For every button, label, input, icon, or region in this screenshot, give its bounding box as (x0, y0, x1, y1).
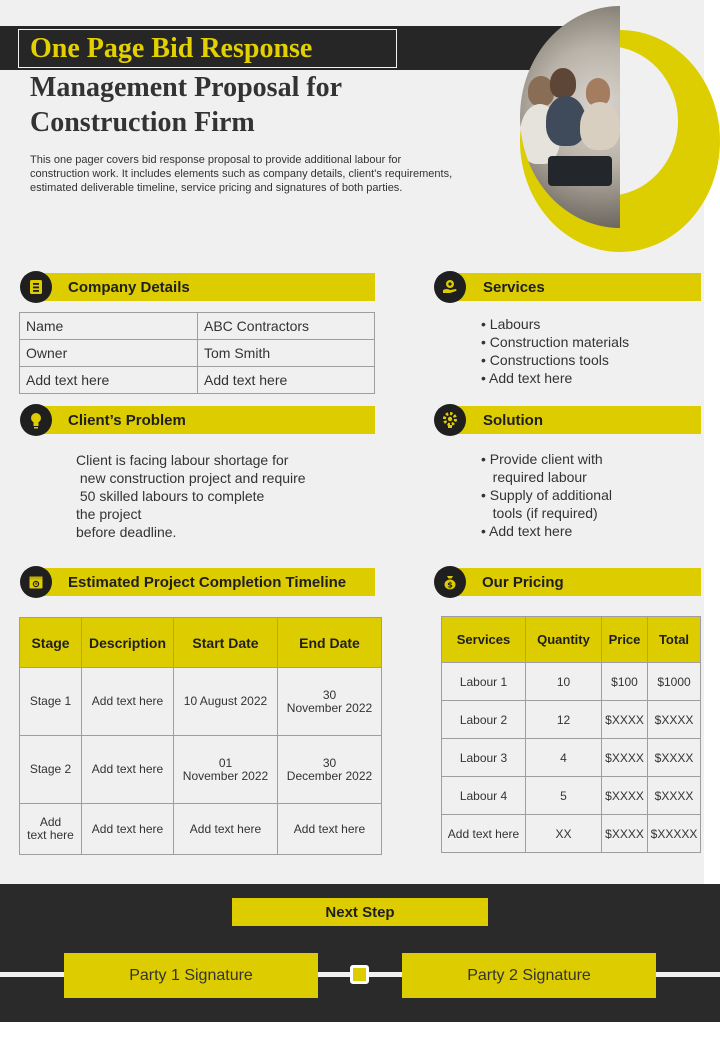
table-row (20, 313, 375, 340)
table-cell: $XXXX (648, 739, 701, 777)
hand-gear-icon (434, 271, 466, 303)
table-cell: 10 August 2022 (174, 668, 278, 736)
table-cell: Add text here (20, 804, 82, 855)
table-row (442, 739, 701, 777)
table-row (20, 367, 375, 394)
column-header: Start Date (174, 618, 278, 668)
column-header: Quantity (526, 617, 602, 663)
table-cell: ABC Contractors (198, 313, 375, 340)
timeline-table (19, 617, 382, 855)
company-details-table (19, 312, 375, 394)
table-cell: Labour 1 (442, 663, 526, 701)
column-header: Price (602, 617, 648, 663)
list-item: • Labours (481, 316, 541, 332)
table-cell: 10 (526, 663, 602, 701)
table-cell: $1000 (648, 663, 701, 701)
table-cell: Name (20, 313, 198, 340)
company-details-title: Company Details (68, 279, 190, 296)
table-cell: Tom Smith (198, 340, 375, 367)
table-cell: $XXXX (602, 777, 648, 815)
table-cell: Add text here (174, 804, 278, 855)
column-header: Description (82, 618, 174, 668)
table-row (442, 815, 701, 853)
services-title: Services (483, 279, 545, 296)
list-item: • Add text here (481, 523, 573, 539)
table-cell: $XXXX (602, 701, 648, 739)
solution-title: Solution (483, 412, 543, 429)
calendar-icon (20, 566, 52, 598)
table-cell: 12 (526, 701, 602, 739)
table-cell: XX (526, 815, 602, 853)
table-cell: 4 (526, 739, 602, 777)
table-row (20, 804, 382, 855)
list-item: • Construction materials (481, 334, 630, 350)
table-row (20, 668, 382, 736)
clients-problem-title: Client’s Problem (68, 412, 186, 429)
intro-paragraph: This one pager covers bid response proposal to provide additional labour for construction work. It includes elements such as company details, client's requirements, estimated deliverable timeline, service pricing and signatures of both parties. (30, 154, 453, 194)
lightbulb-icon (20, 404, 52, 436)
column-header: End Date (278, 618, 382, 668)
list-item: required labour (481, 469, 587, 485)
column-header: Services (442, 617, 526, 663)
list-item: • Provide client with (481, 451, 603, 467)
services-list (481, 315, 629, 387)
money-bag-icon (434, 566, 466, 598)
page-title-line1: One Page Bid Response (30, 33, 313, 64)
table-cell: Add text here (198, 367, 375, 394)
table-row (442, 701, 701, 739)
table-cell: 01 November 2022 (174, 736, 278, 804)
table-cell: Owner (20, 340, 198, 367)
table-cell: Stage 2 (20, 736, 82, 804)
table-cell: Add text here (82, 804, 174, 855)
clients-problem-text: Client is facing labour shortage for new construction project and require 50 skilled labours to complete the project before deadline. (76, 452, 306, 540)
table-cell: Labour 2 (442, 701, 526, 739)
table-cell: 30 December 2022 (278, 736, 382, 804)
table-cell: $XXXX (602, 739, 648, 777)
list-item: • Add text here (481, 370, 573, 386)
table-row (442, 777, 701, 815)
table-cell: 5 (526, 777, 602, 815)
table-cell: Add text here (20, 367, 198, 394)
table-cell: Labour 3 (442, 739, 526, 777)
column-header: Total (648, 617, 701, 663)
party-1-signature: Party 1 Signature (64, 953, 318, 998)
table-cell: $XXXX (648, 701, 701, 739)
next-step-label: Next Step (232, 898, 488, 926)
id-card-icon (20, 271, 52, 303)
team-photo (520, 6, 720, 252)
table-cell: Labour 4 (442, 777, 526, 815)
list-item: • Constructions tools (481, 352, 609, 368)
svg-text:$: $ (447, 580, 453, 590)
list-item: • Supply of additional (481, 487, 612, 503)
table-cell: $100 (602, 663, 648, 701)
table-cell: 30 November 2022 (278, 668, 382, 736)
table-header-row (20, 618, 382, 668)
pricing-title: Our Pricing (482, 574, 564, 591)
table-cell: Add text here (82, 668, 174, 736)
gear-bulb-icon (434, 404, 466, 436)
table-cell: Add text here (442, 815, 526, 853)
table-cell: Add text here (82, 736, 174, 804)
table-cell: $XXXXX (648, 815, 701, 853)
pricing-table (441, 616, 701, 853)
party-2-signature: Party 2 Signature (402, 953, 656, 998)
column-header: Stage (20, 618, 82, 668)
photo-circle (520, 6, 620, 228)
timeline-title: Estimated Project Completion Timeline (68, 574, 347, 591)
table-cell: Stage 1 (20, 668, 82, 736)
table-row (442, 663, 701, 701)
table-row (20, 736, 382, 804)
table-header-row (442, 617, 701, 663)
table-cell: Add text here (278, 804, 382, 855)
connector-node (350, 965, 369, 984)
solution-list (481, 450, 612, 540)
table-row (20, 340, 375, 367)
page-title-line2: Management Proposal for Construction Firm (30, 72, 342, 138)
table-cell: $XXXX (602, 815, 648, 853)
table-cell: $XXXX (648, 777, 701, 815)
list-item: tools (if required) (481, 505, 598, 521)
